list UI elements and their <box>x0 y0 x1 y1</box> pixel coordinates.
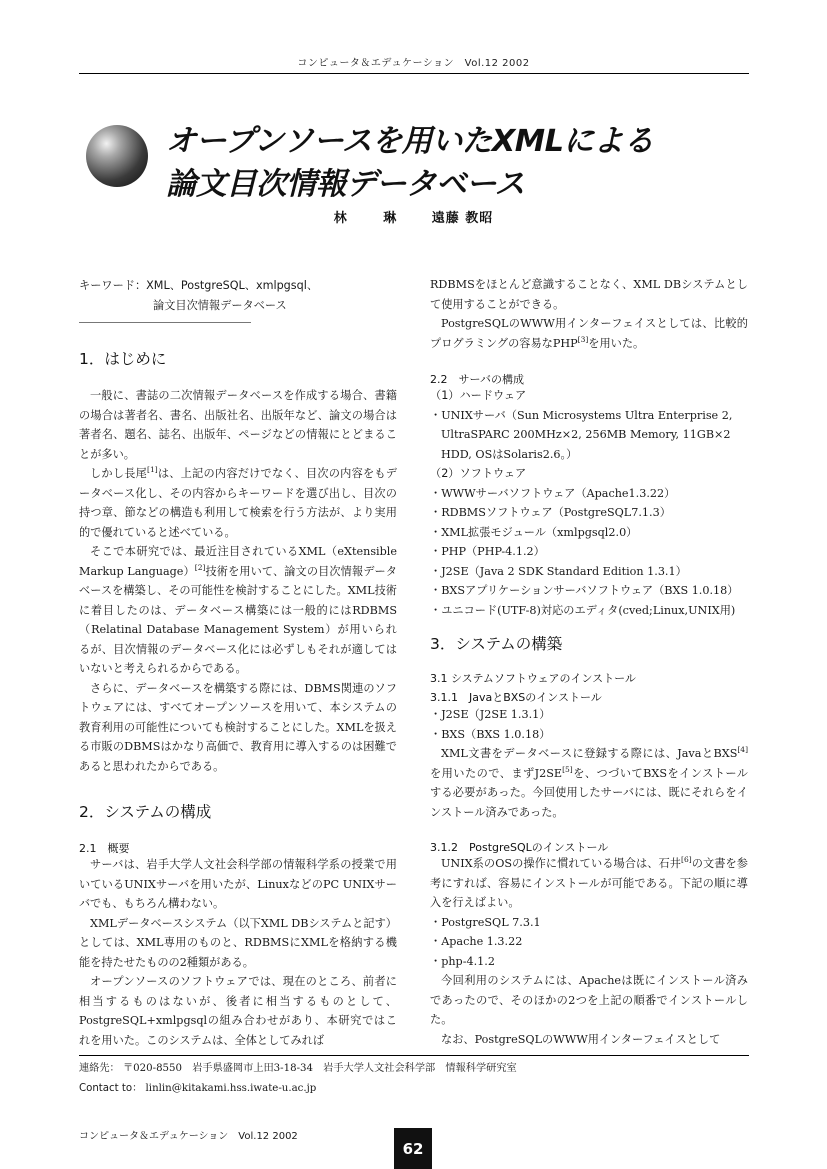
paragraph: オープンソースのソフトウェアでは、現在のところ、前者に相当するものはないが、後者に相当するものとして、PostgreSQL+xmlpgsqlの組み合わせがあり、本研究ではこれを用いた。このシステムは、全体としてみれば <box>79 975 397 1047</box>
authors <box>0 207 827 226</box>
list-item: ・PostgreSQL 7.3.1 <box>430 915 541 929</box>
paragraph <box>430 744 748 822</box>
section-2-body <box>79 855 397 1050</box>
server-config-list <box>430 386 748 620</box>
contact-footer <box>79 1059 517 1099</box>
section-3-1-1-body <box>430 705 748 822</box>
paragraph: さらに、データベースを構築する際には、DBMS関連のソフトウェアには、すべてオープンソースを用いて、本システムの教育利用の可能性についても検討することにした。XMLを扱える市販のDBMSはかなり高価で、教育用に導入するのは困難であると思われたからである。 <box>79 681 397 773</box>
list-item: ・J2SE（Java 2 SDK Standard Edition 1.3.1） <box>430 564 687 578</box>
journal-footer: コンピュータ＆エデュケーション Vol.12 2002 <box>79 1131 298 1142</box>
paragraph: RDBMSをほとんど意識することなく、XML DBシステムとして使用することができる。 <box>430 278 748 311</box>
author-1: 林 琳 <box>333 211 413 226</box>
text: XML文書をデータベースに登録する際には、JavaとBXS <box>441 747 738 760</box>
list-item: ・XML拡張モジュール（xmlpgsql2.0） <box>430 525 638 539</box>
subsection-heading-3-1: 3.1 システムソフトウェアのインストール <box>430 672 636 685</box>
paper-title <box>166 120 766 206</box>
paragraph <box>430 854 748 913</box>
citation-ref: [2] <box>194 562 206 572</box>
list-item: ・UNIXサーバ（Sun Microsystems Ultra Enterprise 2, UltraSPARC 200MHz×2, 256MB Memory, 11GB×2 HDD, OSはSolaris2.6。） <box>430 408 733 461</box>
section-3-1-2-body <box>430 854 748 1049</box>
sphere-logo-icon <box>86 125 148 187</box>
title-line-1: オープンソースを用いたXMLによる <box>166 124 654 159</box>
citation-ref: [5] <box>562 764 573 774</box>
text: PostgreSQLのWWW用インターフェイスとしては、比較的プログラミングの容易なPHP <box>430 317 748 350</box>
list-item: ・BXSアプリケーションサーバソフトウェア（BXS 1.0.18） <box>430 584 739 597</box>
list-item: ・WWWサーバソフトウェア（Apache1.3.22） <box>430 486 676 500</box>
paragraph: XMLデータベースシステム（以下XML DBシステムと記す）としては、XML専用のものと、RDBMSにXMLを格納する機能を持たせたものの2種類がある。 <box>79 916 397 969</box>
page-number: 62 <box>394 1128 432 1169</box>
citation-ref: [4] <box>737 745 748 754</box>
list-item: ・BXS（BXS 1.0.18） <box>430 727 551 741</box>
citation-ref: [3] <box>577 334 589 344</box>
section-1-body <box>79 386 397 776</box>
section-heading-1: 1．はじめに <box>79 350 167 368</box>
text: UNIX系のOSの操作に慣れている場合は、石井 <box>441 857 682 870</box>
text: 技術を用いて、論文の目次情報データベースを構築し、その可能性を検討することにした。XML技術に着目したのは、データベース構築には一般的にはRDBMS（Relatinal Database Management System）が用いられるが、目次情報のデータベース化には必ずしもそれが適してはいないと考えられるからである。 <box>79 564 397 675</box>
email-label: Contact to： <box>79 1083 143 1094</box>
subsection-heading-3-1-2: 3.1.2 PostgreSQLのインストール <box>430 841 609 854</box>
footer-rule <box>79 1055 749 1056</box>
keywords-line-2: 論文目次情報データベース <box>153 299 287 312</box>
text: しかし長尾 <box>90 467 148 480</box>
running-head: コンピュータ＆エデュケーション Vol.12 2002 <box>297 58 530 69</box>
text: を用いたので、まずJ2SE <box>430 766 563 780</box>
paragraph: 今回利用のシステムには、Apacheは既にインストール済みであったので、そのほかの2つを上記の順番でインストールした。 <box>430 974 748 1026</box>
author-2: 遠藤 教昭 <box>431 211 494 226</box>
list-item: ・Apache 1.3.22 <box>430 935 523 948</box>
list-item: ・RDBMSソフトウェア（PostgreSQL7.1.3） <box>430 506 671 519</box>
header-rule <box>79 73 749 74</box>
email-line <box>79 1079 517 1099</box>
section-heading-2: 2．システムの構成 <box>79 803 212 821</box>
subsection-heading-3-1-1: 3.1.1 JavaとBXSのインストール <box>430 691 602 704</box>
email-address[interactable]: linlin@kitakami.hss.iwate-u.ac.jp <box>145 1083 317 1094</box>
keywords-rule <box>79 322 251 323</box>
contact-label: 連絡先： <box>79 1063 120 1074</box>
text: を用いた。 <box>588 336 645 350</box>
keywords-label: キーワード： <box>79 279 147 292</box>
section-2-continued <box>430 275 748 353</box>
list-item: ・J2SE（J2SE 1.3.1） <box>430 708 551 721</box>
paragraph <box>430 314 748 353</box>
paragraph <box>79 542 397 679</box>
contact-address: 〒020-8550 岩手県盛岡市上田3-18-34 岩手大学人文社会科学部 情報科学研究室 <box>123 1063 517 1074</box>
text: そこで本研究では、最近注目されているXML（eXtensible Markup Language） <box>79 545 397 578</box>
keywords <box>79 276 409 316</box>
hardware-heading: （1）ハードウェア <box>430 389 527 402</box>
subsection-heading-2-2: 2.2 サーバの構成 <box>430 373 524 386</box>
citation-ref: [6] <box>681 855 692 864</box>
paragraph: なお、PostgreSQLのWWW用インターフェイスとして <box>441 1032 721 1046</box>
citation-ref: [1] <box>147 465 158 474</box>
subsection-heading-2-1: 2.1 概要 <box>79 842 130 855</box>
list-item: ・PHP（PHP-4.1.2） <box>430 545 545 558</box>
list-item: ・php-4.1.2 <box>430 954 495 968</box>
text: の文書を参考にすれば、容易にインストールが可能である。下記の順に導入を行えばよい。 <box>430 857 748 909</box>
paragraph <box>79 464 397 542</box>
software-heading: （2）ソフトウェア <box>430 467 527 480</box>
title-line-2: 論文目次情報データベース <box>166 167 525 202</box>
keywords-line-1: XML、PostgreSQL、xmlpgsql、 <box>146 279 319 292</box>
text: を、つづいてBXSをインストールする必要があった。今回使用したサーバには、既にそれらをインストール済みであった。 <box>430 766 748 819</box>
paragraph: サーバは、岩手大学人文社会科学部の情報科学系の授業で用いているUNIXサーバを用いたが、LinuxなどのPC UNIXサーバでも、もちろん構わない。 <box>79 858 397 910</box>
text: は、上記の内容だけでなく、目次の内容をもデータベース化し、その内容からキーワードを選び出し、目次の持つ章、節などの構造も利用して検索を行う方法が、より実用的で優れていると述べている。 <box>79 467 397 539</box>
list-item: ・ユニコード(UTF-8)対応のエディタ(cved;Linux,UNIX用) <box>430 603 736 617</box>
section-heading-3: 3．システムの構築 <box>430 635 563 653</box>
paragraph: 一般に、書誌の二次情報データベースを作成する場合、書籍の場合は著者名、書名、出版社名、出版年など、論文の場合は著者名、題名、誌名、出版年、ページなどの情報にとどまることが多い。 <box>79 389 397 461</box>
contact-line <box>79 1059 517 1079</box>
